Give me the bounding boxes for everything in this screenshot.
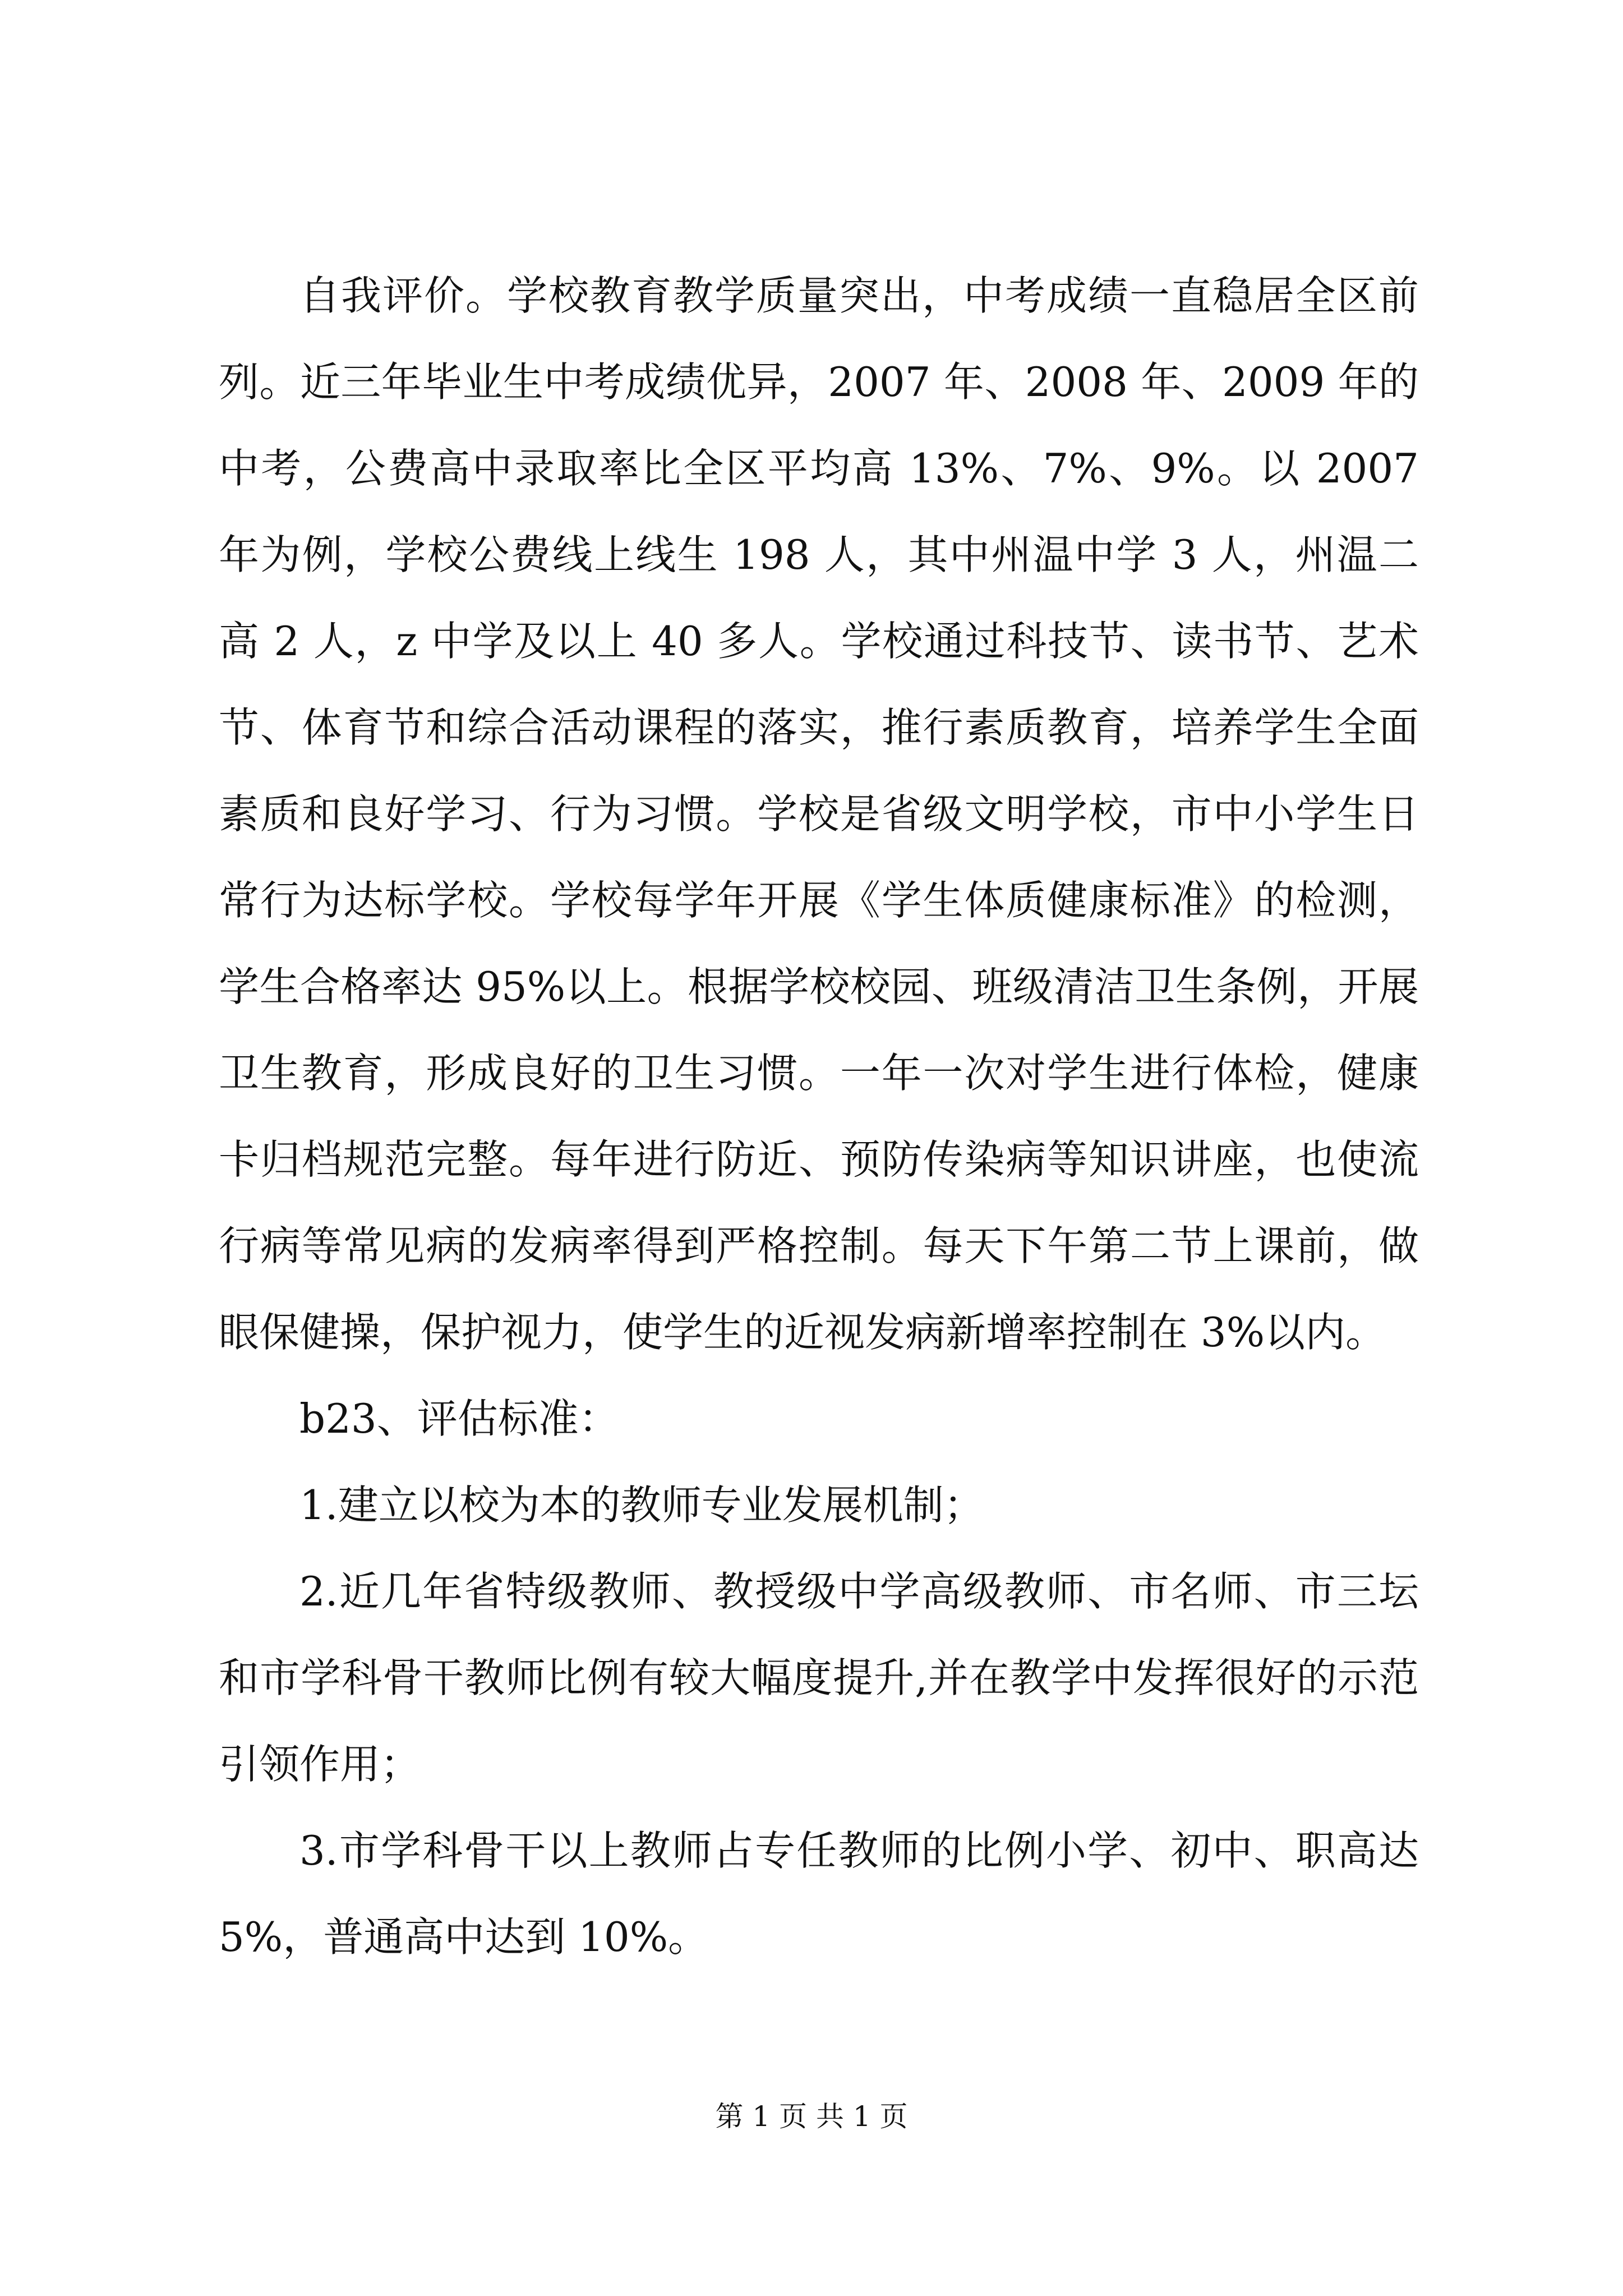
- paragraph-standard-2: 2.近几年省特级教师、教授级中学高级教师、市名师、市三坛和市学科骨干教师比例有较大幅度提升,并在教学中发挥很好的示范引领作用；: [219, 1568, 1419, 1788]
- page-footer: 第 1 页 共 1 页: [715, 2100, 908, 2133]
- paragraph-standard-3: 3.市学科骨干以上教师占专任教师的比例小学、初中、职高达 5%，普通高中达到 10%。: [219, 1827, 1419, 1961]
- paragraph-self-evaluation: 自我评价。学校教育教学质量突出，中考成绩一直稳居全区前列。近三年毕业生中考成绩优异，2007 年、2008 年、2009 年的中考，公费高中录取率比全区平均高 13%、7%、9%。以 2007 年为例，学校公费线上线生 198 人，其中州温中学 3 人，州温二高 2 人，z 中学及以上 40 多人。学校通过科技节、读书节、艺术节、体育节和综合活动课程的落实，推行素质教育，培养学生全面素质和良好学习、行为习惯。学校是省级文明学校，市中小学生日常行为达标学校。学校每学年开展《学生体质健康标准》的检测，学生合格率达 95%以上。根据学校校园、班级清洁卫生条例，开展卫生教育，形成良好的卫生习惯。一年一次对学生进行体检，健康卡归档规范完整。每年进行防近、预防传染病等知识讲座，也使流行病等常见病的发病率得到严格控制。每天下午第二节上课前，做眼保健操，保护视力，使学生的近视发病新增率控制在 3%以内。: [219, 272, 1419, 1356]
- paragraph-evaluation-standard-heading: b23、评估标准：: [299, 1395, 619, 1442]
- paragraph-standard-1: 1.建立以校为本的教师专业发展机制；: [299, 1481, 984, 1529]
- document-body: [219, 252, 1419, 1980]
